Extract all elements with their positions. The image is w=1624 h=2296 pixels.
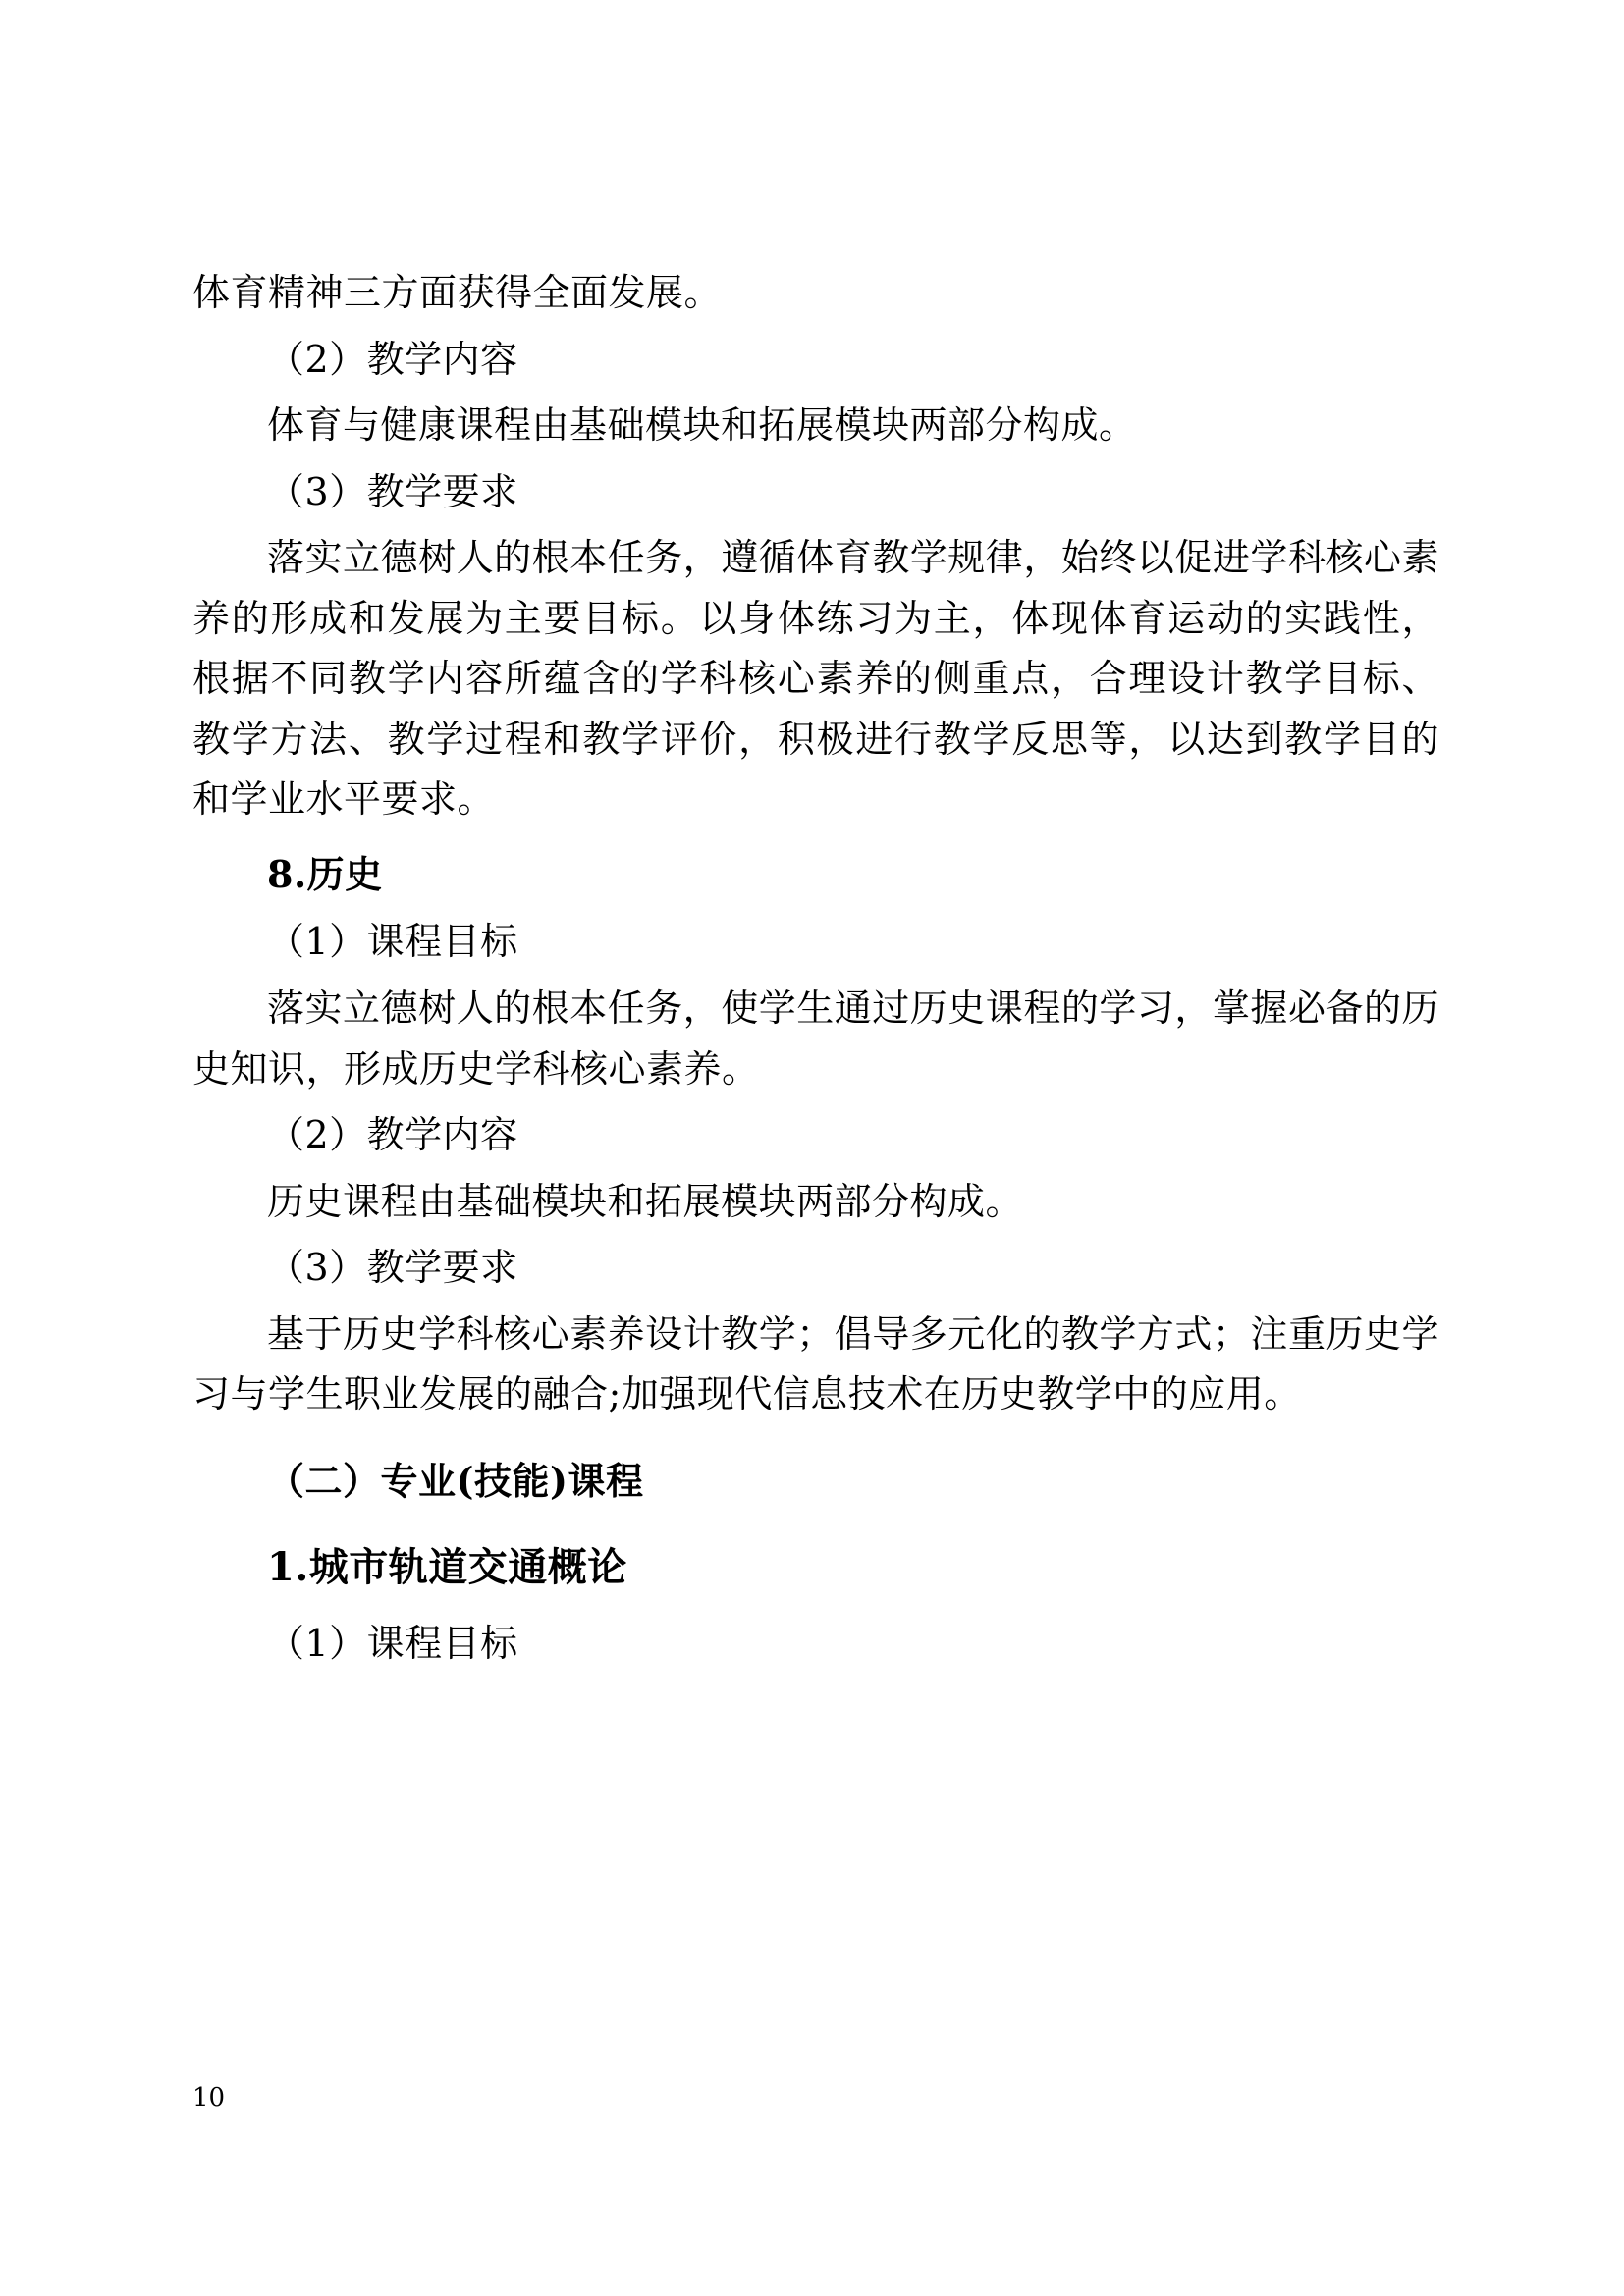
paragraph: （2）教学内容 xyxy=(267,337,518,381)
paragraph: （1）课程目标 xyxy=(267,920,518,964)
paragraph: 体育精神三方面获得全面发展。 xyxy=(192,271,723,314)
paragraph: 历史课程由基础模块和拓展模块两部分构成。 xyxy=(267,1179,1024,1223)
paragraph: （2）教学内容 xyxy=(267,1113,518,1157)
paragraph: （3）教学要求 xyxy=(267,1246,518,1290)
paragraph: 基于历史学科核心素养设计教学；倡导多元化的教学方式；注重历史学习与学生职业发展的融合;加强现代信息技术在历史教学中的应用。 xyxy=(192,1311,1439,1416)
paragraph: 落实立德树人的根本任务，遵循体育教学规律，始终以促进学科核心素养的形成和发展为主要目标。以身体练习为主，体现体育运动的实践性，根据不同教学内容所蕴含的学科核心素养的侧重点，合理设计教学目标、教学方法、教学过程和教学评价，积极进行教学反思等，以达到教学目的和学业水平要求。 xyxy=(192,536,1439,822)
paragraph: （1）课程目标 xyxy=(267,1622,518,1666)
subsection-heading: （二）专业(技能)课程 xyxy=(267,1458,644,1503)
course-heading: 1.城市轨道交通概论 xyxy=(267,1544,627,1591)
document-body xyxy=(192,263,1439,1681)
paragraph: 体育与健康课程由基础模块和拓展模块两部分构成。 xyxy=(267,403,1137,448)
section-heading: 8.历史 xyxy=(267,851,383,896)
paragraph: 落实立德树人的根本任务，使学生通过历史课程的学习，掌握必备的历史知识，形成历史学科核心素养。 xyxy=(192,987,1439,1091)
page-number: 10 xyxy=(192,2083,226,2112)
paragraph: （3）教学要求 xyxy=(267,469,518,513)
